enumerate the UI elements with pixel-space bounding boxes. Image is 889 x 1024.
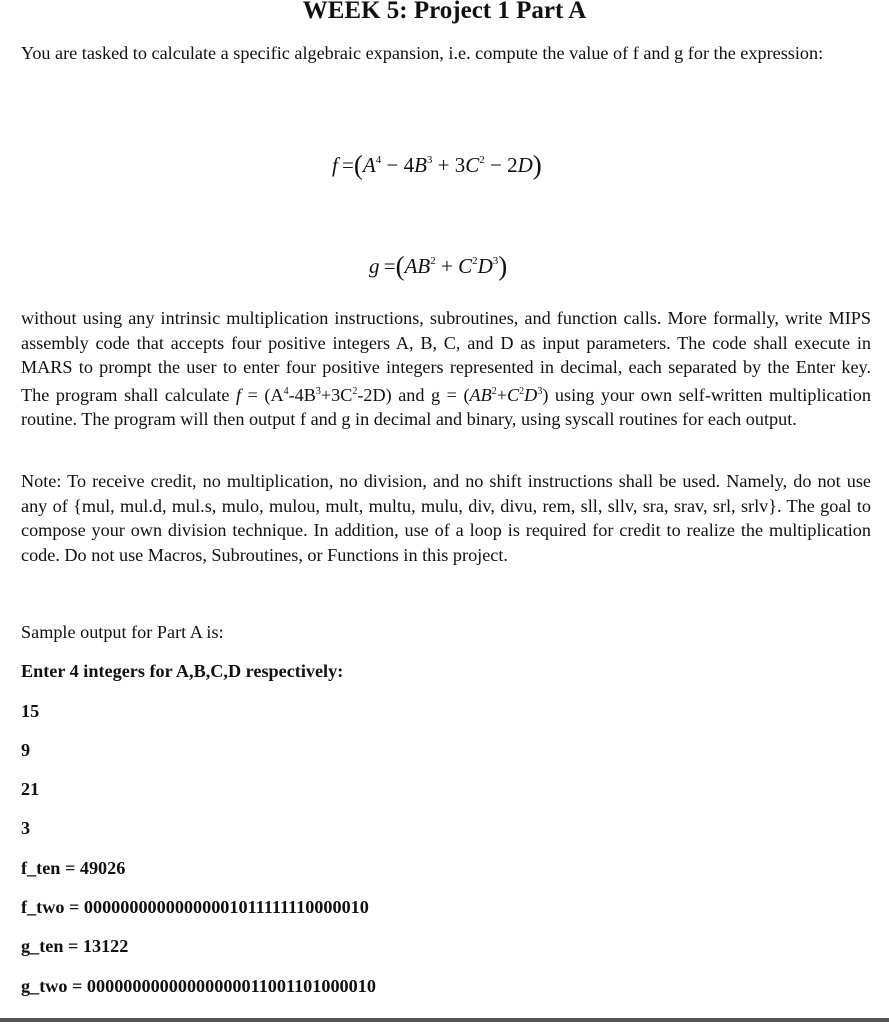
formula-g: $g =(AB^2 + C^2D^3)$	[369, 251, 508, 281]
description-paragraph	[21, 306, 871, 432]
bottom-divider	[0, 1018, 889, 1022]
sample-input-d: 3	[21, 818, 31, 838]
sample-prompt: Enter 4 integers for A,B,C,D respectively:	[21, 661, 344, 681]
g-inline-expr: $(AB^2+C^2D^3)$	[463, 384, 549, 405]
description-part1: without using any intrinsic multiplication instructions, subroutines, and function calls. More formally, write MIPS assembly code that accepts four positive integers A, B, C, and D as input parameters. The code shall execute in MARS to prompt the user to enter four positive integers represented in decimal, each separated by the Enter key. The program shall calculate	[21, 308, 871, 405]
sample-input-b: 9	[21, 740, 31, 760]
page-title: WEEK 5: Project 1 Part A	[302, 0, 587, 24]
f-inline-expr: = $(A^4-4B^3+3C^2-2D)$	[241, 384, 392, 405]
f-ten-output: f_ten = 49026	[21, 858, 126, 878]
f-two-output: f_two = 00000000000000001011111110000010	[21, 897, 369, 917]
description-part2: using your own self-written multiplication routine. The program will then output f and g in decimal and binary, using syscall routines for each output.	[21, 384, 871, 430]
sample-output-label: Sample output for Part A is:	[21, 622, 224, 642]
g-ten-output: g_ten = 13122	[21, 936, 129, 956]
note-paragraph: Note: To receive credit, no multiplication, no division, and no shift instructions shall be used. Namely, do not use any of {mul, mul.d, mul.s, mulo, mulou, mult, multu, mulu, div, divu, rem, sll, sllv, sra, srav, srl, srlv}. The goal to compose your own division technique. In addition, use of a loop is required for credit to realize the multiplication code. Do not use Macros, Subroutines, or Functions in this project.	[21, 471, 871, 565]
sample-input-c: 21	[21, 779, 40, 799]
and-text: and g =	[391, 384, 464, 405]
intro-paragraph: You are tasked to calculate a specific algebraic expansion, i.e. compute the value of f and g for the expression:	[21, 43, 824, 63]
formula-f: $f =(A^4 - 4B^3 + 3C^2 - 2D)$	[332, 150, 542, 180]
sample-input-a: 15	[21, 701, 40, 721]
f-label: f	[236, 384, 242, 405]
g-two-output: g_two = 00000000000000000011001101000010	[21, 976, 376, 996]
